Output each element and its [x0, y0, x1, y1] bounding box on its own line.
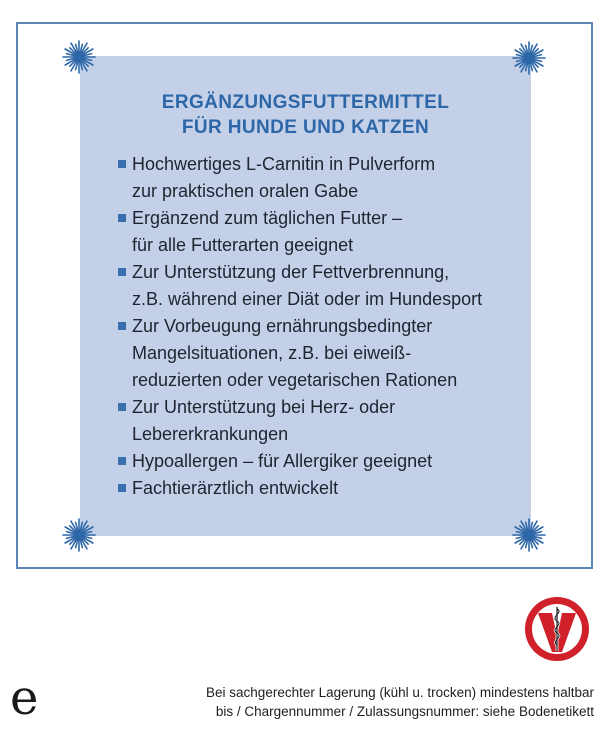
list-item	[118, 151, 518, 205]
list-item-text: zur praktischen oralen Gabe	[132, 181, 359, 201]
feature-list	[118, 151, 518, 502]
list-item	[118, 475, 518, 502]
list-item-text: Fachtierärztlich entwickelt	[132, 478, 339, 498]
estimated-sign-icon: e	[10, 670, 39, 726]
starburst-icon	[62, 40, 96, 74]
product-title	[80, 90, 531, 140]
list-item	[118, 205, 518, 259]
starburst-icon	[62, 518, 96, 552]
list-item	[118, 313, 518, 394]
list-item-text: Zur Vorbeugung ernährungsbedingter	[132, 316, 433, 336]
storage-note-line-1: Bei sachgerechter Lagerung (kühl u. trocken) mindestens haltbar	[206, 685, 594, 700]
starburst-icon	[512, 518, 546, 552]
bullet-square-icon	[118, 322, 126, 330]
list-item-text: Ergänzend zum täglichen Futter –	[132, 208, 403, 228]
list-item-text: Hochwertiges L-Carnitin in Pulverform	[132, 154, 436, 174]
bullet-square-icon	[118, 268, 126, 276]
bullet-square-icon	[118, 214, 126, 222]
list-item-text: Zur Unterstützung bei Herz- oder	[132, 397, 396, 417]
storage-note-line-2: bis / Chargennummer / Zulassungsnummer: siehe Bodenetikett	[215, 704, 594, 719]
bullet-square-icon	[118, 403, 126, 411]
vet-caduceus-logo	[524, 596, 590, 662]
bullet-square-icon	[118, 457, 126, 465]
list-item-text: für alle Futterarten geeignet	[132, 235, 354, 255]
title-line-2: FÜR HUNDE UND KATZEN	[181, 117, 430, 138]
list-item-text: Hypoallergen – für Allergiker geeignet	[132, 451, 433, 471]
list-item	[118, 394, 518, 448]
starburst-icon	[512, 41, 546, 75]
list-item-text: Mangelsituationen, z.B. bei eiweiß-	[132, 343, 412, 363]
list-item-text: Lebererkrankungen	[132, 424, 289, 444]
list-item-text: reduzierten oder vegetarischen Rationen	[132, 370, 458, 390]
list-item-text: Zur Unterstützung der Fettverbrennung,	[132, 262, 450, 282]
list-item-text: z.B. während einer Diät oder im Hundesport	[132, 289, 483, 309]
title-line-1: ERGÄNZUNGSFUTTERMITTEL	[161, 92, 450, 113]
storage-note	[189, 683, 594, 721]
bullet-square-icon	[118, 484, 126, 492]
list-item	[118, 448, 518, 475]
list-item	[118, 259, 518, 313]
bullet-square-icon	[118, 160, 126, 168]
